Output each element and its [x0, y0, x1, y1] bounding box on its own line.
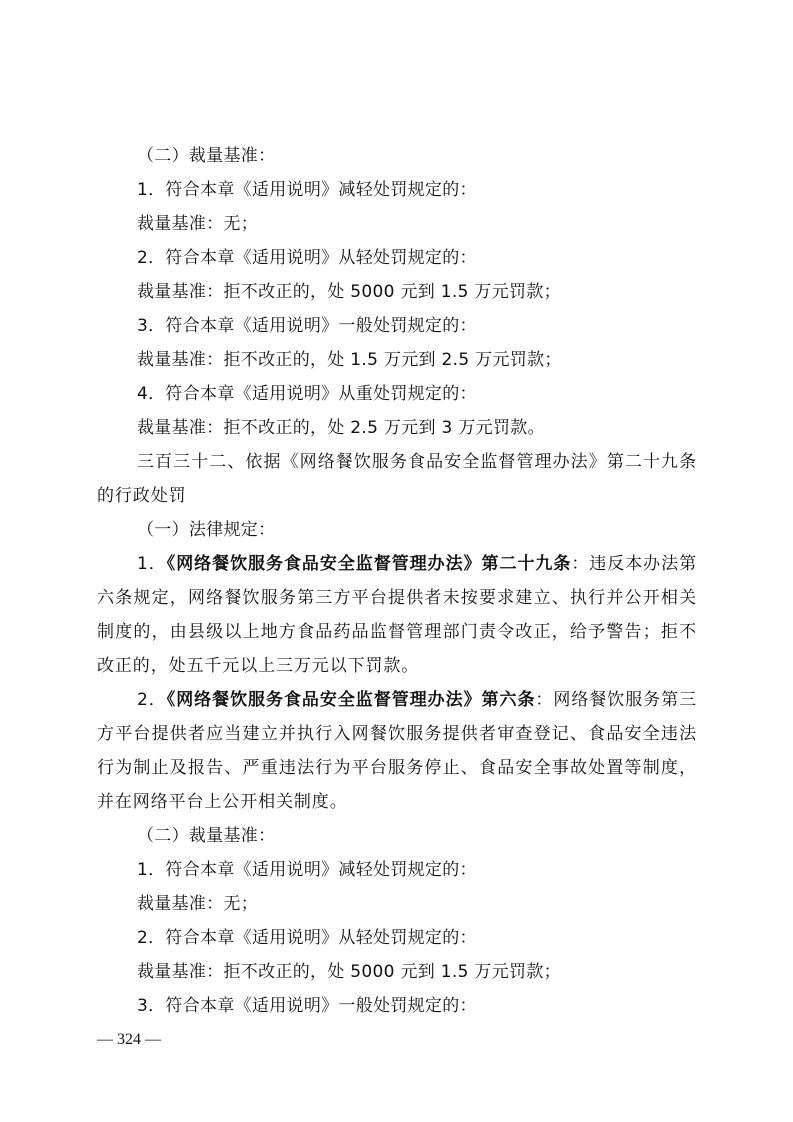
list-item: 裁量基准：拒不改正的，处 5000 元到 1.5 万元罚款； — [137, 282, 561, 302]
document-body — [97, 139, 697, 1023]
regulation-citation: 《网络餐饮服务食品安全监督管理办法》第六条 — [166, 690, 536, 710]
legal-paragraph — [97, 547, 697, 683]
page-number: — 324 — — [97, 1031, 161, 1048]
paragraph-number: 2． — [137, 690, 167, 710]
list-item: 裁量基准：拒不改正的，处 1.5 万元到 2.5 万元罚款； — [137, 350, 562, 370]
list-item: 裁量基准：无； — [137, 894, 259, 914]
list-item: 1．符合本章《适用说明》减轻处罚规定的： — [137, 180, 477, 200]
section-heading-discretion-standard: （二）裁量基准： — [137, 826, 276, 846]
list-item: 2．符合本章《适用说明》从轻处罚规定的： — [137, 928, 477, 948]
paragraph-number: 1． — [137, 554, 167, 574]
list-item: 2．符合本章《适用说明》从轻处罚规定的： — [137, 248, 477, 268]
paragraph-text: ：网络餐饮服务第三方平台提供者应当建立并执行入网餐饮服务提供者审查登记、食品安全违法行为制止及报告、严重违法行为平台服务停止、食品安全事故处置等制度，并在网络平台上公开相关制度。 — [97, 690, 698, 812]
list-item: 1．符合本章《适用说明》减轻处罚规定的： — [137, 860, 477, 880]
section-heading-discretion-standard: （二）裁量基准： — [137, 146, 276, 166]
article-heading: 三百三十二、依据《网络餐饮服务食品安全监督管理办法》第二十九条的行政处罚 — [97, 452, 697, 506]
legal-paragraph — [97, 683, 697, 819]
list-item: 裁量基准：拒不改正的，处 2.5 万元到 3 万元罚款。 — [137, 418, 545, 438]
list-item: 3．符合本章《适用说明》一般处罚规定的： — [137, 316, 477, 336]
list-item: 4．符合本章《适用说明》从重处罚规定的： — [137, 384, 477, 404]
regulation-citation: 《网络餐饮服务食品安全监督管理办法》第二十九条 — [166, 554, 572, 574]
paragraph-text: ：违反本办法第六条规定，网络餐饮服务第三方平台提供者未按要求建立、执行并公开相关制度的，由县级以上地方食品药品监督管理部门责令改正，给予警告；拒不改正的，处五千元以上三万元以下罚款。 — [97, 554, 697, 676]
section-heading-legal-provisions: （一）法律规定： — [137, 520, 276, 540]
list-item: 裁量基准：无； — [137, 214, 259, 234]
list-item: 裁量基准：拒不改正的，处 5000 元到 1.5 万元罚款； — [137, 962, 561, 982]
list-item: 3．符合本章《适用说明》一般处罚规定的： — [137, 996, 477, 1016]
